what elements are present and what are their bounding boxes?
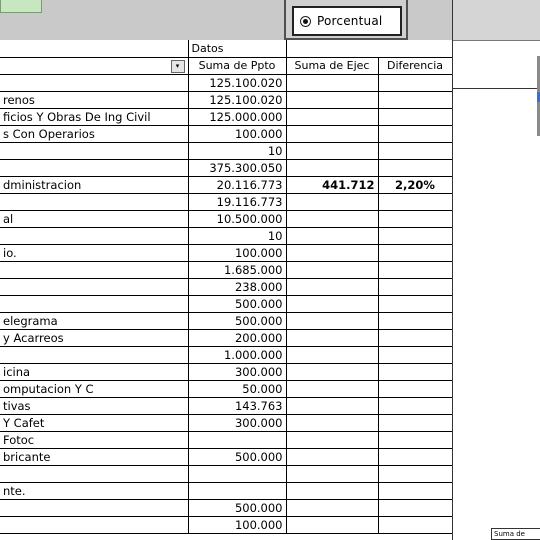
- diferencia-cell[interactable]: [378, 363, 452, 380]
- row-label-cell[interactable]: renos: [0, 91, 188, 108]
- ejecucion-cell[interactable]: [286, 363, 378, 380]
- presupuesto-cell[interactable]: 143.763: [188, 397, 286, 414]
- table-row: [0, 244, 452, 261]
- ejecucion-cell[interactable]: [286, 414, 378, 431]
- diferencia-cell[interactable]: [378, 346, 452, 363]
- table-row: [0, 227, 452, 244]
- diferencia-cell[interactable]: [378, 295, 452, 312]
- table-row: [0, 397, 452, 414]
- row-label-cell[interactable]: [0, 465, 188, 482]
- diferencia-cell[interactable]: [378, 74, 452, 91]
- row-label-cell[interactable]: omputacion Y C: [0, 380, 188, 397]
- diferencia-cell[interactable]: [378, 431, 452, 448]
- diferencia-cell[interactable]: [378, 159, 452, 176]
- presupuesto-cell[interactable]: 500.000: [188, 312, 286, 329]
- diferencia-cell[interactable]: [378, 244, 452, 261]
- ejecucion-cell[interactable]: [286, 448, 378, 465]
- row-label-cell[interactable]: tivas: [0, 397, 188, 414]
- table-row: [0, 414, 452, 431]
- divider: [453, 88, 540, 89]
- presupuesto-cell[interactable]: 100.000: [188, 125, 286, 142]
- ejecucion-cell[interactable]: [286, 244, 378, 261]
- diferencia-cell[interactable]: 2,20%: [378, 176, 452, 193]
- diferencia-cell[interactable]: [378, 397, 452, 414]
- row-label-cell[interactable]: s Con Operarios: [0, 125, 188, 142]
- ejecucion-cell[interactable]: [286, 142, 378, 159]
- diferencia-cell[interactable]: [378, 329, 452, 346]
- presupuesto-cell[interactable]: 300.000: [188, 363, 286, 380]
- row-label-cell[interactable]: ficios Y Obras De Ing Civil: [0, 108, 188, 125]
- row-label-cell[interactable]: [0, 261, 188, 278]
- table-row: [0, 176, 452, 193]
- presupuesto-cell[interactable]: 238.000: [188, 278, 286, 295]
- row-label-cell[interactable]: dministracion: [0, 176, 188, 193]
- presupuesto-cell[interactable]: 500.000: [188, 295, 286, 312]
- table-row: [0, 295, 452, 312]
- table-row: [0, 91, 452, 108]
- diferencia-cell[interactable]: [378, 516, 452, 533]
- presupuesto-cell[interactable]: 10: [188, 227, 286, 244]
- presupuesto-cell[interactable]: 500.000: [188, 448, 286, 465]
- ejecucion-cell[interactable]: [286, 74, 378, 91]
- ejecucion-cell[interactable]: [286, 329, 378, 346]
- row-label-cell[interactable]: [0, 227, 188, 244]
- row-label-cell[interactable]: [0, 516, 188, 533]
- row-label-cell[interactable]: icina: [0, 363, 188, 380]
- table-row: [0, 125, 452, 142]
- diferencia-cell[interactable]: [378, 108, 452, 125]
- ejecucion-cell[interactable]: [286, 91, 378, 108]
- presupuesto-cell[interactable]: 300.000: [188, 414, 286, 431]
- header-blank: [286, 40, 378, 57]
- presupuesto-cell[interactable]: 125.000.000: [188, 108, 286, 125]
- ejecucion-cell[interactable]: [286, 261, 378, 278]
- diferencia-cell[interactable]: [378, 380, 452, 397]
- table-row: [0, 346, 452, 363]
- ejecucion-cell[interactable]: [286, 193, 378, 210]
- ejecucion-cell[interactable]: [286, 516, 378, 533]
- diferencia-cell[interactable]: [378, 210, 452, 227]
- ejecucion-cell[interactable]: [286, 380, 378, 397]
- table-row: [0, 193, 452, 210]
- diferencia-cell[interactable]: [378, 142, 452, 159]
- presupuesto-cell[interactable]: [188, 482, 286, 499]
- row-label-cell[interactable]: [0, 142, 188, 159]
- row-label-cell[interactable]: [0, 346, 188, 363]
- ejecucion-cell[interactable]: [286, 210, 378, 227]
- diferencia-cell[interactable]: [378, 448, 452, 465]
- header-blank: [378, 40, 452, 57]
- diferencia-cell[interactable]: [378, 261, 452, 278]
- row-label-cell[interactable]: io.: [0, 244, 188, 261]
- ejecucion-cell[interactable]: [286, 499, 378, 516]
- presupuesto-cell[interactable]: 125.100.020: [188, 91, 286, 108]
- diferencia-cell[interactable]: [378, 414, 452, 431]
- table-row: [0, 142, 452, 159]
- presupuesto-cell[interactable]: 10.500.000: [188, 210, 286, 227]
- ejecucion-cell[interactable]: [286, 159, 378, 176]
- row-label-cell[interactable]: y Acarreos: [0, 329, 188, 346]
- presupuesto-cell[interactable]: 10: [188, 142, 286, 159]
- ejecucion-cell[interactable]: [286, 125, 378, 142]
- ejecucion-cell[interactable]: [286, 278, 378, 295]
- ejecucion-cell[interactable]: [286, 431, 378, 448]
- data-field-tag[interactable]: Suma de: [491, 528, 540, 540]
- table-row: [0, 210, 452, 227]
- table-row: [0, 431, 452, 448]
- table-row: [0, 261, 452, 278]
- presupuesto-cell[interactable]: [188, 465, 286, 482]
- row-label-cell[interactable]: al: [0, 210, 188, 227]
- diferencia-cell[interactable]: [378, 465, 452, 482]
- ejecucion-cell[interactable]: [286, 482, 378, 499]
- row-field-header: [0, 40, 188, 57]
- table-row: [0, 482, 452, 499]
- presupuesto-cell[interactable]: 100.000: [188, 516, 286, 533]
- presupuesto-cell[interactable]: 19.116.773: [188, 193, 286, 210]
- presupuesto-cell[interactable]: 1.685.000: [188, 261, 286, 278]
- table-row: [0, 159, 452, 176]
- adjacent-pivot-area: [452, 0, 540, 540]
- presupuesto-cell[interactable]: 375.300.050: [188, 159, 286, 176]
- table-row: [0, 465, 452, 482]
- table-row: [0, 380, 452, 397]
- presupuesto-cell[interactable]: 1.000.000: [188, 346, 286, 363]
- column-header-presupuesto[interactable]: Suma de Ppto: [188, 57, 286, 74]
- diferencia-cell[interactable]: [378, 227, 452, 244]
- green-button[interactable]: [0, 0, 42, 13]
- table-row: [0, 329, 452, 346]
- ejecucion-cell[interactable]: [286, 108, 378, 125]
- presupuesto-cell[interactable]: 100.000: [188, 244, 286, 261]
- ejecucion-cell[interactable]: [286, 295, 378, 312]
- row-label-cell[interactable]: [0, 278, 188, 295]
- row-label-cell[interactable]: [0, 295, 188, 312]
- row-label-cell[interactable]: [0, 193, 188, 210]
- row-label-cell[interactable]: elegrama: [0, 312, 188, 329]
- adjacent-panel: [453, 0, 540, 41]
- diferencia-cell[interactable]: [378, 482, 452, 499]
- row-label-cell[interactable]: [0, 499, 188, 516]
- diferencia-cell[interactable]: [378, 499, 452, 516]
- table-row: [0, 312, 452, 329]
- radio-option-porcentual[interactable]: [292, 6, 402, 36]
- row-label-cell[interactable]: bricante: [0, 448, 188, 465]
- column-header-diferencia[interactable]: Diferencia: [378, 57, 452, 74]
- presupuesto-cell[interactable]: 500.000: [188, 499, 286, 516]
- ejecucion-cell[interactable]: [286, 397, 378, 414]
- row-label-cell[interactable]: nte.: [0, 482, 188, 499]
- table-row: [0, 108, 452, 125]
- table-row: [0, 448, 452, 465]
- diferencia-cell[interactable]: [378, 125, 452, 142]
- diferencia-cell[interactable]: [378, 278, 452, 295]
- data-field-label: Datos: [188, 40, 286, 57]
- ejecucion-cell[interactable]: [286, 312, 378, 329]
- diferencia-cell[interactable]: [378, 91, 452, 108]
- pivot-table: [0, 40, 453, 534]
- row-field-dropdown[interactable]: [0, 57, 188, 74]
- table-row: [0, 516, 452, 533]
- row-label-cell[interactable]: Fotoc: [0, 431, 188, 448]
- row-label-cell[interactable]: [0, 74, 188, 91]
- diferencia-cell[interactable]: [378, 312, 452, 329]
- row-label-cell[interactable]: [0, 159, 188, 176]
- diferencia-cell[interactable]: [378, 193, 452, 210]
- presupuesto-cell[interactable]: 200.000: [188, 329, 286, 346]
- column-header-ejecucion[interactable]: Suma de Ejec: [286, 57, 378, 74]
- ejecucion-cell[interactable]: 441.712: [286, 176, 378, 193]
- presupuesto-cell[interactable]: 50.000: [188, 380, 286, 397]
- ejecucion-cell[interactable]: [286, 346, 378, 363]
- presupuesto-cell[interactable]: [188, 431, 286, 448]
- table-row: [0, 74, 452, 91]
- ejecucion-cell[interactable]: [286, 227, 378, 244]
- table-row: [0, 363, 452, 380]
- filter-dropdown-icon[interactable]: ▾: [171, 60, 185, 73]
- radio-selected-icon[interactable]: [300, 16, 311, 27]
- row-label-cell[interactable]: Y Cafet: [0, 414, 188, 431]
- table-row: [0, 499, 452, 516]
- presupuesto-cell[interactable]: 20.116.773: [188, 176, 286, 193]
- presupuesto-cell[interactable]: 125.100.020: [188, 74, 286, 91]
- radio-option-label: Porcentual: [317, 14, 383, 28]
- ejecucion-cell[interactable]: [286, 465, 378, 482]
- table-row: [0, 278, 452, 295]
